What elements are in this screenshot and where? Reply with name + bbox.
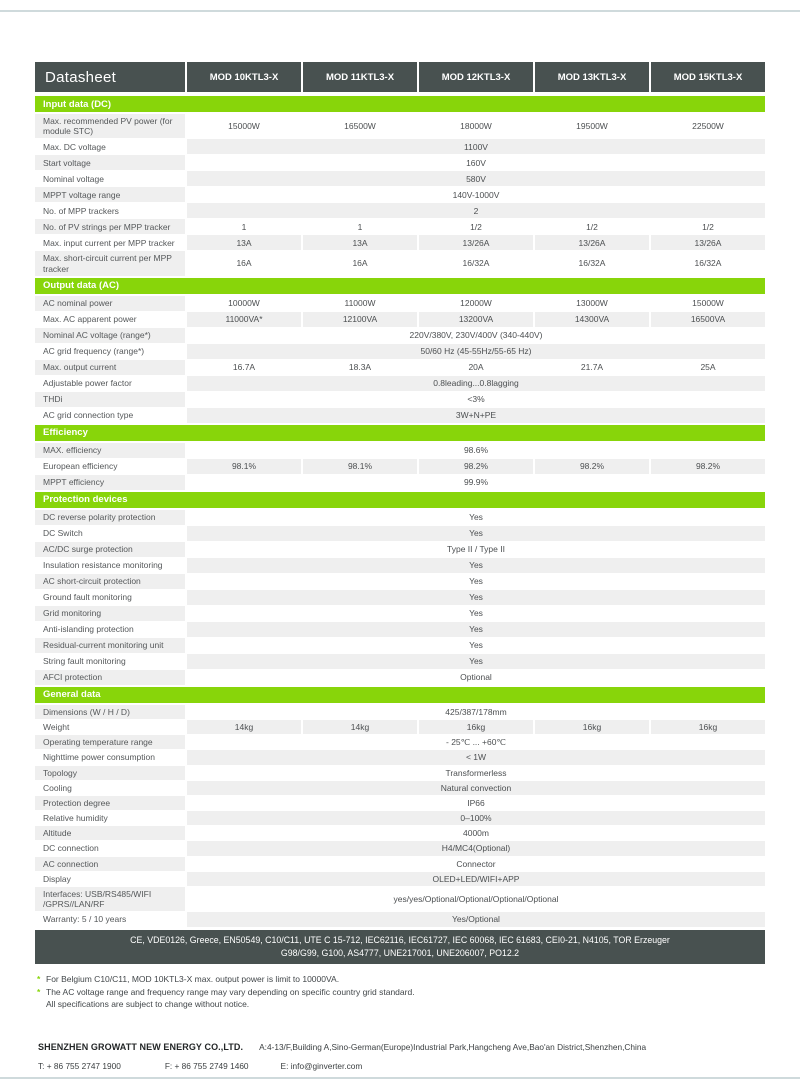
row-label: THDi [35, 392, 185, 407]
row-label: Nighttime power consumption [43, 752, 155, 763]
table-row [35, 475, 765, 490]
row-label: DC Switch [43, 528, 83, 539]
row-value: 25A [700, 362, 716, 373]
row-value-span: Optional [460, 672, 492, 683]
contact-line [38, 1061, 768, 1071]
footnote-marker: * [37, 973, 41, 984]
spec-table-body [35, 96, 765, 927]
model-column-header: MOD 11KTL3-X [303, 62, 417, 92]
model-column-header: MOD 15KTL3-X [651, 62, 765, 92]
row-label: No. of MPP trackers [43, 205, 119, 216]
row-value-span: Yes [469, 512, 483, 523]
table-row [35, 872, 765, 886]
table-row [35, 574, 765, 589]
table-row [35, 510, 765, 525]
row-value-span: 99.9% [463, 477, 489, 488]
table-row [35, 526, 765, 541]
section-header: Protection devices [35, 492, 765, 508]
company-name: SHENZHEN GROWATT NEW ENERGY CO.,LTD. [38, 1042, 244, 1052]
row-value: 1/2 [702, 221, 714, 232]
row-value: 22500W [692, 121, 724, 132]
row-label: AC nominal power [35, 296, 185, 311]
row-label: Warranty: 5 / 10 years [43, 914, 127, 925]
row-value-span: <3% [467, 394, 485, 405]
model-column-header: MOD 12KTL3-X [419, 62, 533, 92]
row-value: 21.7A [580, 362, 604, 373]
row-label: Max. recommended PV power (for module STC) [35, 114, 185, 138]
table-row [35, 750, 765, 764]
certifications-line: G98/G99, G100, AS4777, UNE217001, UNE206007, PO12.2 [280, 947, 520, 958]
footnote-marker: * [37, 986, 41, 997]
footnote [37, 986, 765, 999]
table-row [35, 139, 765, 154]
table-row [35, 638, 765, 653]
contact-email: E: info@ginverter.com [280, 1061, 363, 1071]
row-label: DC connection [43, 843, 99, 854]
row-value: 13000W [576, 298, 608, 309]
row-value-span: Yes [187, 558, 765, 573]
row-label: MPPT voltage range [35, 187, 185, 202]
row-value: 1 [357, 221, 363, 232]
row-value-span: Transformerless [445, 767, 507, 778]
row-value-span: Connector [456, 858, 496, 869]
table-row [35, 811, 765, 825]
row-value: 13A [303, 235, 417, 250]
table-row [35, 766, 765, 780]
row-value-span: Yes [469, 640, 483, 651]
table-row [35, 857, 765, 871]
spec-table [35, 62, 765, 1011]
page-bottom-edge [0, 1077, 800, 1079]
table-row [35, 670, 765, 685]
row-label: No. of PV strings per MPP tracker [35, 219, 185, 234]
certifications-bar [35, 930, 765, 964]
footnote-text: The AC voltage range and frequency range may vary depending on specific country grid standard. [46, 986, 415, 997]
row-label: Operating temperature range [35, 735, 185, 749]
table-row [35, 171, 765, 186]
table-row [35, 328, 765, 343]
footnote-marker [37, 998, 46, 1011]
row-label: Cooling [43, 782, 72, 793]
row-value: 18.3A [348, 362, 372, 373]
row-value-span: - 25℃ ... +60℃ [446, 737, 506, 748]
row-value: 1 [241, 221, 247, 232]
row-value: 98.1% [187, 459, 301, 474]
row-value: 15000W [692, 298, 724, 309]
footnote-text: For Belgium C10/C11, MOD 10KTL3-X max. output power is limit to 10000VA. [46, 973, 340, 984]
row-label: Display [43, 873, 71, 884]
row-value: 16/32A [462, 258, 490, 269]
row-value-span: 0–100% [187, 811, 765, 825]
table-row [35, 203, 765, 218]
row-value-span: Yes [469, 576, 483, 587]
row-value: 12000W [460, 298, 492, 309]
datasheet-title: Datasheet [35, 62, 185, 92]
section-header: Output data (AC) [35, 278, 765, 294]
table-row [35, 606, 765, 621]
table-row [35, 408, 765, 423]
contact-fax: F: + 86 755 2749 1460 [164, 1061, 249, 1071]
row-value: 13200VA [419, 312, 533, 327]
row-value: 16.7A [232, 362, 256, 373]
row-value-span: 3W+N+PE [187, 408, 765, 423]
row-value: 16500VA [651, 312, 765, 327]
row-label: Anti-islanding protection [43, 624, 134, 635]
row-value: 16A [236, 258, 252, 269]
row-label: Max. input current per MPP tracker [43, 237, 175, 248]
table-row [35, 781, 765, 795]
footnote-text: All specifications are subject to change without notice. [46, 999, 250, 1010]
model-column-header: MOD 13KTL3-X [535, 62, 649, 92]
row-value-span: 0.8leading...0.8lagging [187, 376, 765, 391]
row-label: Ground fault monitoring [43, 592, 132, 603]
row-value: 16500W [344, 121, 376, 132]
row-value: 12100VA [303, 312, 417, 327]
row-value: 15000W [228, 121, 260, 132]
row-value-span: OLED+LED/WIFI+APP [187, 872, 765, 886]
table-row [35, 296, 765, 311]
table-row [35, 360, 765, 375]
table-row [35, 622, 765, 637]
row-label: DC reverse polarity protection [35, 510, 185, 525]
table-row [35, 459, 765, 474]
table-row [35, 558, 765, 573]
row-value-span: 140V-1000V [452, 189, 500, 200]
row-value: 19500W [576, 121, 608, 132]
row-value: 16kg [651, 720, 765, 734]
model-column-header: MOD 10KTL3-X [187, 62, 301, 92]
table-row [35, 654, 765, 669]
datasheet-header-row [35, 62, 765, 92]
row-value: 10000W [228, 298, 260, 309]
company-address: A:4-13/F,Building A,Sino-German(Europe)Industrial Park,Hangcheng Ave,Bao'an District,Shenzhen,China [259, 1042, 647, 1052]
row-value: 1/2 [586, 221, 598, 232]
table-row [35, 312, 765, 327]
row-value: 16kg [535, 720, 649, 734]
table-row [35, 114, 765, 138]
row-value: 98.2% [651, 459, 765, 474]
row-label: Start voltage [35, 155, 185, 170]
row-value: 14kg [303, 720, 417, 734]
table-row [35, 912, 765, 926]
row-label: Altitude [35, 826, 185, 840]
row-label: Dimensions (W / H / D) [35, 705, 185, 719]
row-label: Relative humidity [43, 813, 108, 824]
table-row [35, 443, 765, 458]
table-row [35, 187, 765, 202]
row-label: Max. AC apparent power [43, 314, 137, 325]
row-value-span: 4000m [463, 828, 489, 839]
row-value: 11000VA* [187, 312, 301, 327]
row-label: Adjustable power factor [43, 378, 132, 389]
row-value-span: H4/MC4(Optional) [187, 841, 765, 855]
section-header: Efficiency [35, 425, 765, 441]
row-value-span: 220V/380V, 230V/400V (340-440V) [409, 330, 543, 341]
row-value-span: < 1W [187, 750, 765, 764]
row-label: Protection degree [35, 796, 185, 810]
table-row [35, 392, 765, 407]
row-value-span: Type II / Type II [447, 544, 505, 555]
row-value: 98.2% [535, 459, 649, 474]
row-value: 13/26A [651, 235, 765, 250]
row-label: MPPT efficiency [35, 475, 185, 490]
row-value: 14300VA [535, 312, 649, 327]
row-value: 98.2% [419, 459, 533, 474]
row-label: AFCI protection [35, 670, 185, 685]
table-row [35, 841, 765, 855]
table-row [35, 376, 765, 391]
footnote [37, 973, 765, 986]
table-row [35, 219, 765, 234]
row-label: Topology [35, 766, 185, 780]
row-label: Max. DC voltage [43, 141, 106, 152]
row-value: 1/2 [470, 221, 482, 232]
row-value: 14kg [187, 720, 301, 734]
footnotes [37, 973, 765, 1011]
row-value-span: 98.6% [463, 445, 489, 456]
table-row [35, 251, 765, 275]
row-label: Nominal voltage [43, 173, 104, 184]
row-value: 13/26A [535, 235, 649, 250]
table-row [35, 344, 765, 359]
row-label: AC/DC surge protection [35, 542, 185, 557]
table-row [35, 735, 765, 749]
section-header: General data [35, 687, 765, 703]
row-value: 13A [187, 235, 301, 250]
footnote [37, 998, 765, 1011]
company-footer [38, 1042, 768, 1071]
contact-tel: T: + 86 755 2747 1900 [38, 1061, 121, 1071]
section-header: Input data (DC) [35, 96, 765, 112]
table-row [35, 235, 765, 250]
row-value: 16A [352, 258, 368, 269]
row-label: AC short-circuit protection [35, 574, 185, 589]
row-value-span: Yes [187, 622, 765, 637]
row-value-span: 50/60 Hz (45-55Hz/55-65 Hz) [187, 344, 765, 359]
table-row [35, 720, 765, 734]
row-label: Grid monitoring [35, 606, 185, 621]
row-label: European efficiency [43, 461, 118, 472]
row-value-span: yes/yes/Optional/Optional/Optional/Optional [393, 894, 559, 905]
row-label: Insulation resistance monitoring [43, 560, 163, 571]
row-value-span: 2 [187, 203, 765, 218]
row-label: Max. output current [35, 360, 185, 375]
row-label: Max. short-circuit current per MPP tracker [35, 251, 185, 275]
page-top-edge [0, 10, 800, 12]
table-row [35, 542, 765, 557]
row-value-span: 1100V [187, 139, 765, 154]
table-row [35, 705, 765, 719]
models-header-row [187, 62, 765, 92]
row-value: 16/32A [694, 258, 722, 269]
row-value-span: Yes [469, 608, 483, 619]
row-value-span: Natural convection [187, 781, 765, 795]
row-value-span: Yes [187, 654, 765, 669]
row-label: String fault monitoring [43, 656, 126, 667]
table-row [35, 590, 765, 605]
certifications-line: CE, VDE0126, Greece, EN50549, C10/C11, UTE C 15-712, IEC62116, IEC61727, IEC 60068, IEC 61683, CEI0-21, N4105, TOR Erzeuger [130, 934, 670, 945]
row-label: AC connection [35, 857, 185, 871]
row-label: AC grid frequency (range*) [43, 346, 145, 357]
row-value: 98.1% [303, 459, 417, 474]
row-value-span: 160V [466, 157, 486, 168]
row-value: 16/32A [578, 258, 606, 269]
row-value: 11000W [344, 298, 376, 309]
row-value: 20A [468, 362, 484, 373]
row-label: AC grid connection type [43, 410, 134, 421]
row-value: 16kg [419, 720, 533, 734]
company-line [38, 1042, 768, 1052]
row-value: 18000W [460, 121, 492, 132]
row-label: MAX. efficiency [35, 443, 185, 458]
row-value-span: IP66 [467, 797, 485, 808]
row-label: Residual-current monitoring unit [35, 638, 185, 653]
row-value-span: Yes [187, 590, 765, 605]
table-row [35, 826, 765, 840]
table-row [35, 796, 765, 810]
row-value-span: Yes/Optional [187, 912, 765, 926]
row-label: Interfaces: USB/RS485/WIFI /GPRS//LAN/RF [35, 887, 185, 911]
row-value-span: 425/387/178mm [445, 706, 507, 717]
row-value-span: Yes [187, 526, 765, 541]
row-value: 13/26A [419, 235, 533, 250]
table-row [35, 155, 765, 170]
row-label: Weight [43, 721, 70, 732]
table-row [35, 887, 765, 911]
row-value-span: 580V [187, 171, 765, 186]
row-label: Nominal AC voltage (range*) [35, 328, 185, 343]
